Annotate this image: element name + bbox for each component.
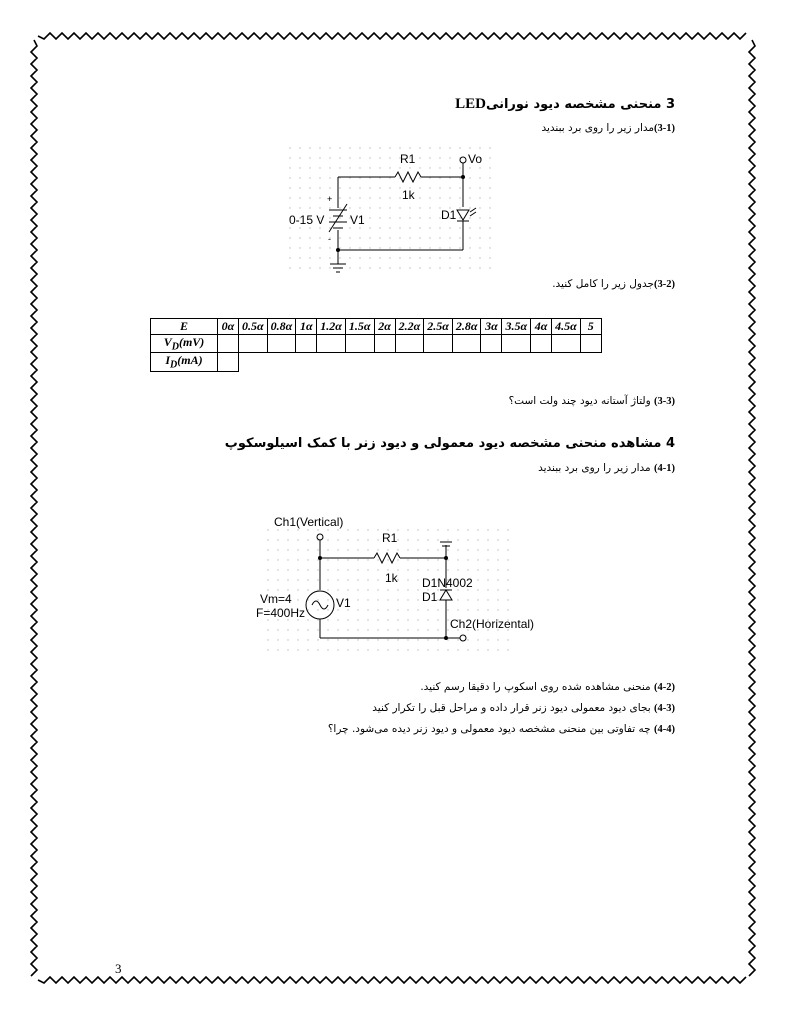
circuit-2-r-label: R1 — [382, 531, 398, 545]
table-cell-e: 2.8α — [452, 319, 481, 335]
table-cell-e: 1α — [296, 319, 317, 335]
section-3-title-latin: LED — [455, 96, 486, 112]
circuit-1-plus: + — [327, 194, 333, 204]
step-4-4-number: (4-4) — [654, 724, 675, 735]
circuit-2-r-value: 1k — [385, 571, 398, 585]
step-3-1-number: (3-1) — [654, 123, 675, 134]
circuit-2-diode-model: D1N4002 — [422, 576, 473, 590]
table-cell-e: 3.5α — [502, 319, 531, 335]
circuit-2-ch2-label: Ch2(Horizental) — [450, 617, 535, 631]
step-3-3-text: ولتاژ آستانه دیود چند ولت است؟ — [508, 395, 651, 407]
section-3-number: 3 — [665, 97, 675, 112]
step-4-3 — [372, 702, 675, 714]
circuit-2-grid-dots — [267, 529, 508, 650]
table-cell-e: 0.5α — [239, 319, 268, 335]
step-3-2-text: جدول زیر را کامل کنید. — [552, 278, 654, 290]
table-cell-e: 1.5α — [345, 319, 374, 335]
step-4-4 — [328, 723, 675, 735]
circuit-2-vm-label: Vm=4 — [260, 592, 292, 606]
step-4-3-text: بجای دیود معمولی دیود زنر قرار داده و مراحل قبل را تکرار کنید — [372, 702, 651, 714]
circuit-1-minus: - — [328, 234, 331, 244]
table-cell-e: 1.2α — [317, 319, 346, 335]
table-cell-e: 4.5α — [552, 319, 581, 335]
circuit-1-r-label: R1 — [400, 152, 416, 166]
table-cell-e: 2.5α — [424, 319, 453, 335]
section-4-number: 4 — [665, 436, 675, 451]
table-header-id: $I_D(mA)$ — [151, 353, 218, 371]
step-3-1-text: مدار زیر را روی برد ببندید — [541, 122, 654, 134]
section-3-title: منحنی مشخصه دیود نورانی — [485, 97, 662, 112]
page-number: 3 — [115, 961, 122, 976]
table-cell-e: 2.2α — [395, 319, 424, 335]
circuit-1-source-range: 0-15 V — [289, 213, 325, 227]
circuit-2-ch1-label: Ch1(Vertical) — [274, 515, 344, 529]
step-4-2-number: (4-2) — [654, 682, 675, 693]
step-3-3-number: (3-3) — [654, 396, 675, 407]
table-cell-e: 0α — [218, 319, 239, 335]
circuit-1-d1-label: D1 — [441, 208, 457, 222]
step-3-2-number: (3-2) — [654, 279, 675, 290]
circuit-2-freq-label: F=400Hz — [256, 606, 306, 620]
circuit-1-v1-label: V1 — [350, 213, 365, 227]
step-4-3-number: (4-3) — [654, 703, 675, 714]
circuit-2-d1-label: D1 — [422, 590, 438, 604]
step-4-1-number: (4-1) — [654, 463, 675, 474]
table-cell-e: 3α — [481, 319, 502, 335]
circuit-2-v1-label: V1 — [336, 596, 351, 610]
section-4-title: مشاهده منحنی مشخصه دیود معمولی و دیود زنر با کمک اسیلوسکوپ — [224, 436, 662, 451]
step-4-4-text: چه تفاوتی بین منحنی مشخصه دیود معمولی و دیود زنر دیده می‌شود. چرا؟ — [327, 723, 651, 735]
table-cell-e: 2α — [374, 319, 395, 335]
step-4-1-text: مدار زیر را روی برد ببندید — [538, 462, 651, 474]
step-4-2 — [420, 681, 675, 693]
table-cell-e: 0.8α — [267, 319, 296, 335]
step-4-2-text: منحنی مشاهده شده روی اسکوپ را دقیقا رسم کنید. — [420, 681, 651, 693]
circuit-1-r-value: 1k — [402, 188, 415, 202]
table-header-vd: $V_D(mV)$ — [151, 335, 218, 353]
circuit-1-vo-label: Vo — [468, 152, 483, 166]
table-header-e: E — [151, 319, 218, 335]
table-cell-e: 5 — [580, 319, 601, 335]
table-cell-e: 4α — [531, 319, 552, 335]
